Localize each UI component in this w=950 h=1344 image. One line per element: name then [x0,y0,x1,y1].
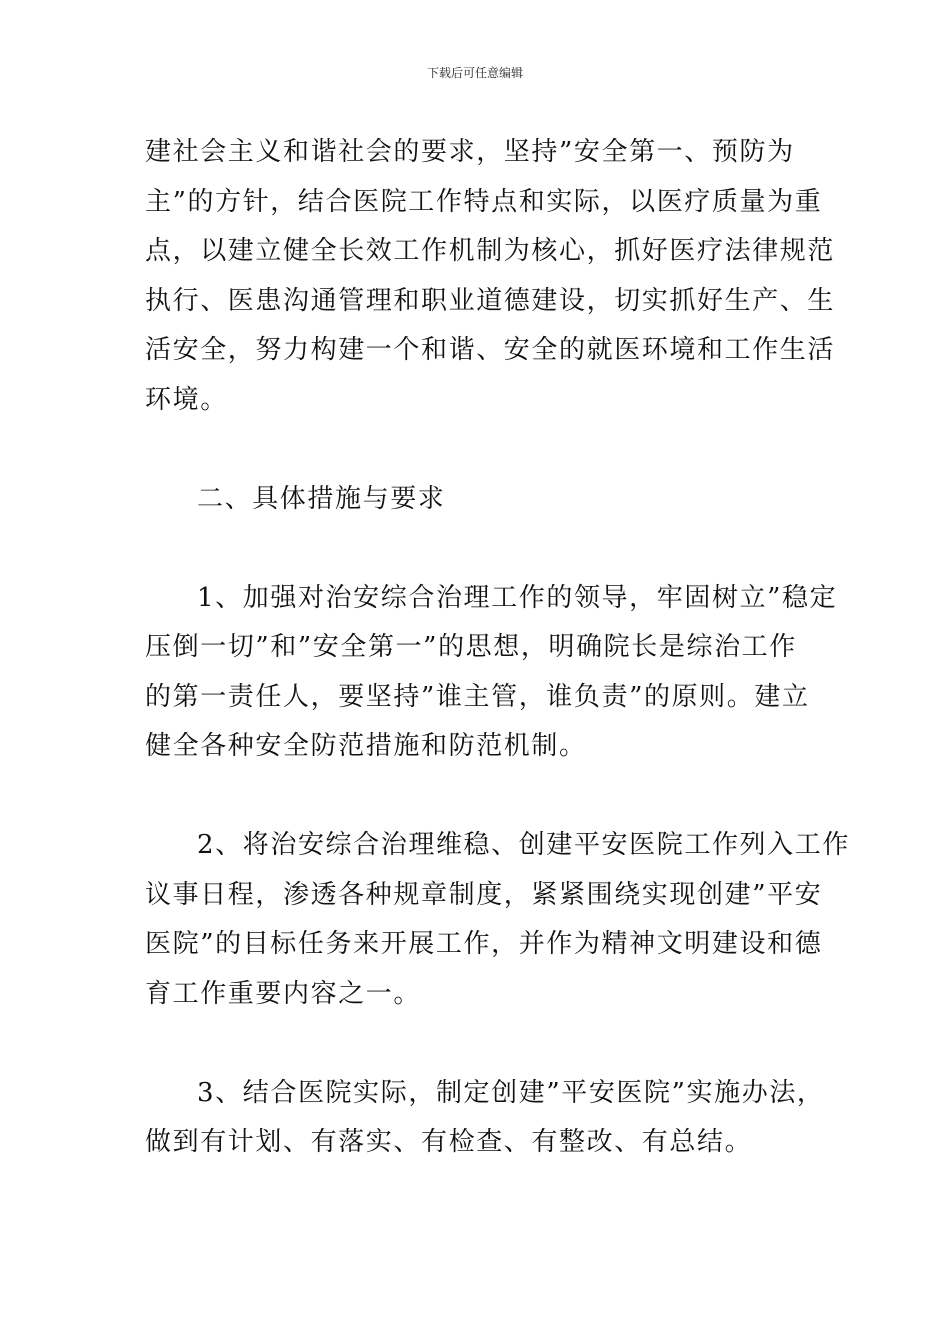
paragraph-item-2 [145,821,850,1019]
paragraph-spacer [145,772,810,822]
paragraph-line: 2、将治安综合治理维稳、创建平安医院工作列入工作 [197,830,850,860]
paragraph-line: 环境。 [145,384,228,415]
section-heading-text: 二、具体措施与要求 [197,483,446,514]
paragraph-line: 健全各种安全防范措施和防范机制。 [145,731,587,761]
paragraph-spacer [145,425,810,475]
paragraph-line: 1、加强对治安综合治理工作的领导，牢固树立”稳定 [197,582,838,613]
paragraph-line: 的第一责任人，要坚持”谁主管，谁负责”的原则。建立 [145,681,810,712]
paragraph-line: 育工作重要内容之一。 [145,978,422,1009]
paragraph-item-3 [145,1069,825,1168]
paragraph-line: 议事日程，渗透各种规章制度，紧紧围绕实现创建”平安 [145,879,823,910]
paragraph-line: 压倒一切”和”安全第一”的思想，明确院长是综治工作 [145,632,797,662]
document-body [145,128,850,1168]
paragraph-spacer [145,524,810,574]
page-header-note: 下载后可任意编辑 [426,66,523,80]
paragraph-line: 医院”的目标任务来开展工作，并作为精神文明建设和德 [145,929,823,959]
paragraph-line: 建社会主义和谐社会的要求，坚持”安全第一、预防为 [145,137,795,167]
paragraph-intro [145,128,836,425]
paragraph-line: 点，以建立健全长效工作机制为核心，抓好医疗法律规范 [145,236,836,266]
paragraph-line: 3、结合医院实际，制定创建”平安医院”实施办法， [197,1077,825,1108]
paragraph-line: 主”的方针，结合医院工作特点和实际，以医疗质量为重 [145,186,823,217]
paragraph-line: 做到有计划、有落实、有检查、有整改、有总结。 [145,1127,753,1157]
paragraph-line: 执行、医患沟通管理和职业道德建设，切实抓好生产、生 [145,285,836,316]
paragraph-spacer [145,1019,810,1069]
paragraph-item-1 [145,574,838,772]
paragraph-line: 活安全，努力构建一个和谐、安全的就医环境和工作生活 [145,335,836,365]
section-heading [145,475,810,525]
